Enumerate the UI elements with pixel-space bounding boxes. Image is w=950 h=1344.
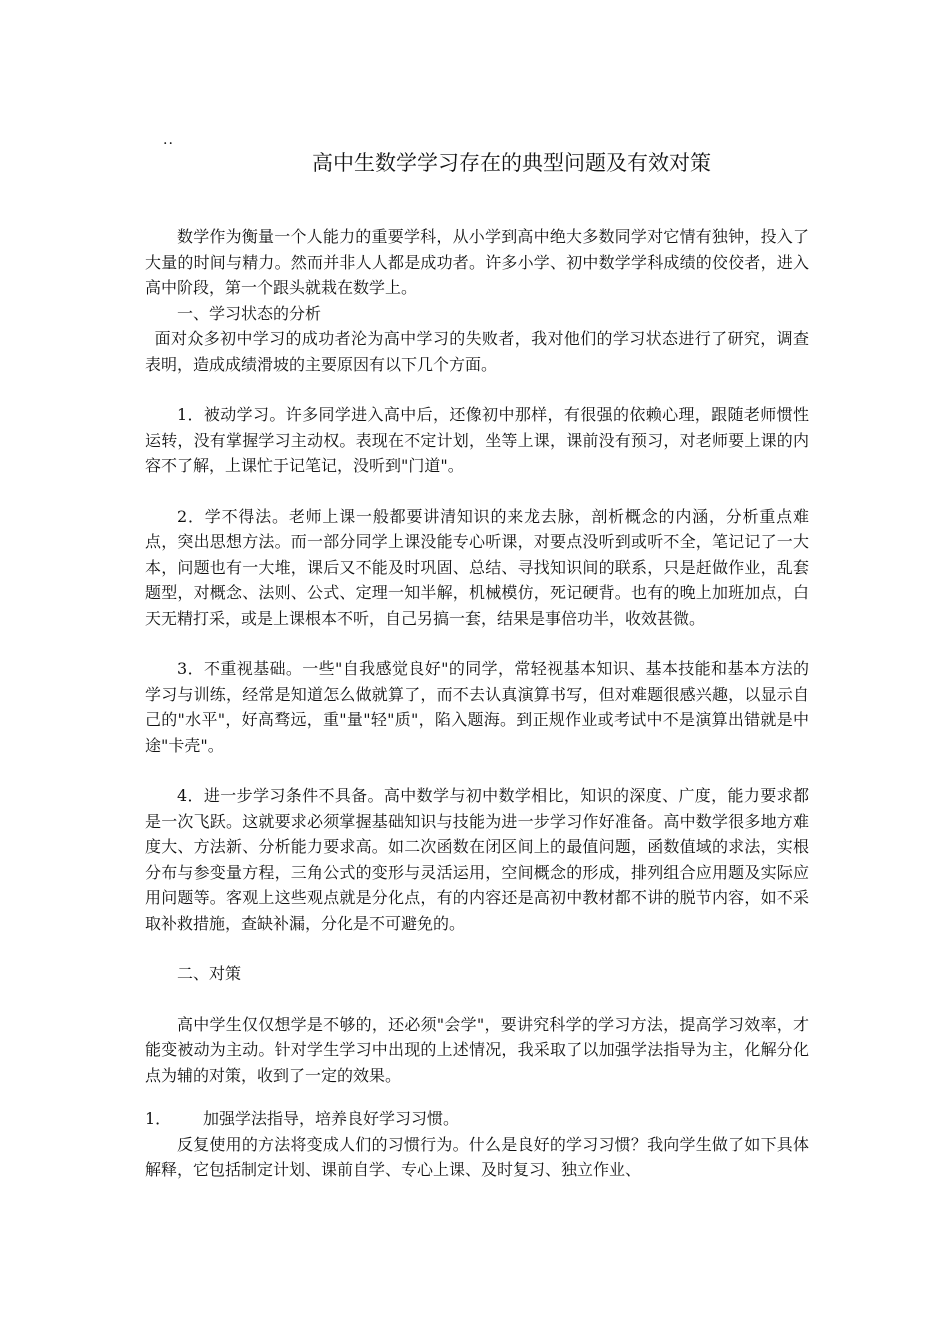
point4-paragraph: 4．进一步学习条件不具备。高中数学与初中数学相比，知识的深度、广度，能力要求都是一次飞跃。这就要求必须掌握基础知识与技能为进一步学习作好准备。高中数学很多地方难度大、方法新、分析能力要求高。如二次函数在闭区间上的最值问题，函数值域的求法，实根分布与参变量方程，三角公式的变形与灵活运用，空间概念的形成，排列组合应用题及实际应用问题等。客观上这些观点就是分化点，有的内容还是高初中教材都不讲的脱节内容，如不采取补救措施，查缺补漏，分化是不可避免的。 [145,786,809,933]
section2-intro-paragraph: 高中学生仅仅想学是不够的，还必须"会学"，要讲究科学的学习方法，提高学习效率，才能变被动为主动。针对学生学习中出现的上述情况，我采取了以加强学法指导为主，化解分化点为辅的对策，收到了一定的效果。 [145,1014,809,1085]
document-body [145,224,809,1183]
strategy1-heading [145,1106,809,1132]
point1-paragraph: 1．被动学习。许多同学进入高中后，还像初中那样，有很强的依赖心理，跟随老师惯性运转，没有掌握学习主动权。表现在不定计划，坐等上课，课前没有预习，对老师要上课的内容不了解，上课忙于记笔记，没听到"门道"。 [145,405,809,475]
section1-heading: 一、学习状态的分析 [177,303,322,323]
document-title: 高中生数学学习存在的典型问题及有效对策 [312,151,711,175]
strategy1-number: 1． [145,1109,172,1128]
section1-intro-paragraph: 面对众多初中学习的成功者沦为高中学习的失败者，我对他们的学习状态进行了研究，调查表明，造成成绩滑坡的主要原因有以下几个方面。 [145,329,809,374]
page-marker: .. [163,132,174,148]
intro-paragraph: 数学作为衡量一个人能力的重要学科，从小学到高中绝大多数同学对它情有独钟，投入了大量的时间与精力。然而并非人人都是成功者。许多小学、初中数学学科成绩的佼佼者，进入高中阶段，第一个跟头就栽在数学上。 [145,227,809,297]
point2-paragraph: 2．学不得法。老师上课一般都要讲清知识的来龙去脉，剖析概念的内涵，分析重点难点，突出思想方法。而一部分同学上课没能专心听课，对要点没听到或听不全，笔记记了一大本，问题也有一大堆，课后又不能及时巩固、总结、寻找知识间的联系，只是赶做作业，乱套题型，对概念、法则、公式、定理一知半解，机械模仿，死记硬背。也有的晚上加班加点，白天无精打采，或是上课根本不听，自己另搞一套，结果是事倍功半，收效甚微。 [145,506,809,628]
strategy1-title: 加强学法指导，培养良好学习习惯。 [203,1109,460,1128]
section2-heading: 二、对策 [177,964,242,983]
point3-paragraph: 3．不重视基础。一些"自我感觉良好"的同学，常轻视基本知识、基本技能和基本方法的学习与训练，经常是知道怎么做就算了，而不去认真演算书写，但对难题很感兴趣，以显示自己的"水平"，好高骛远，重"量"轻"质"，陷入题海。到正规作业或考试中不是演算出错就是中途"卡壳"。 [145,659,809,755]
strategy1-paragraph: 反复使用的方法将变成人们的习惯行为。什么是良好的学习习惯？我向学生做了如下具体解释，它包括制定计划、课前自学、专心上课、及时复习、独立作业、 [145,1134,809,1179]
